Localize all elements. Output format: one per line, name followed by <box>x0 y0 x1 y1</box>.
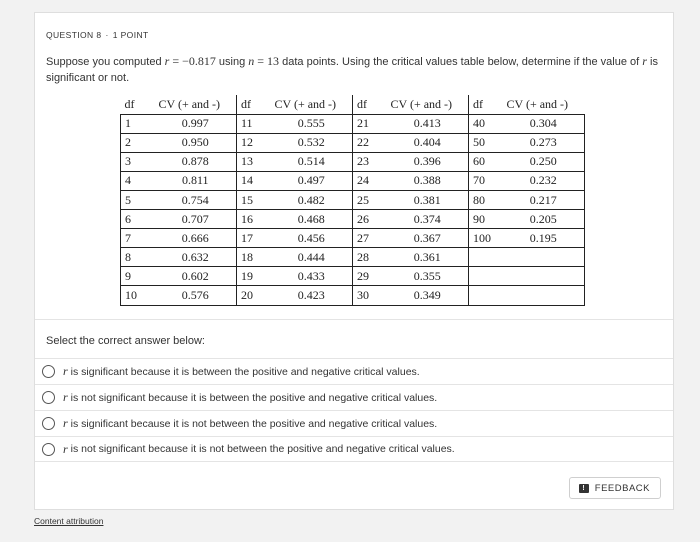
df-cell: 90 <box>469 210 503 229</box>
df-cell: 24 <box>353 171 387 190</box>
critical-value-cell: 0.404 <box>387 133 469 152</box>
critical-value-cell: 0.707 <box>155 210 237 229</box>
prompt-text: data points. Using the critical values table below, determine if the value of <box>279 56 643 68</box>
radio-button[interactable] <box>42 443 55 456</box>
table-row <box>121 210 585 229</box>
critical-value-cell: 0.195 <box>503 229 585 248</box>
prompt-var-r: r <box>642 54 647 68</box>
critical-value-cell: 0.576 <box>155 286 237 305</box>
question-number: QUESTION 8 <box>46 30 102 40</box>
critical-value-cell: 0.273 <box>503 133 585 152</box>
critical-value-cell: 0.355 <box>387 267 469 286</box>
option-var-r: r <box>63 390 68 404</box>
df-cell: 4 <box>121 171 155 190</box>
prompt-r-value: = −0.817 <box>169 54 216 68</box>
critical-value-cell: 0.349 <box>387 286 469 305</box>
df-cell: 100 <box>469 229 503 248</box>
critical-value-cell: 0.232 <box>503 171 585 190</box>
critical-value-cell: 0.250 <box>503 152 585 171</box>
df-cell: 7 <box>121 229 155 248</box>
column-header-df: df <box>469 95 503 114</box>
df-cell <box>469 267 503 286</box>
critical-value-cell: 0.497 <box>271 171 353 190</box>
table-row <box>121 152 585 171</box>
df-cell: 25 <box>353 190 387 209</box>
critical-value-cell: 0.555 <box>271 114 353 133</box>
critical-value-cell: 0.950 <box>155 133 237 152</box>
critical-value-cell: 0.423 <box>271 286 353 305</box>
df-cell: 5 <box>121 190 155 209</box>
critical-value-cell: 0.367 <box>387 229 469 248</box>
critical-value-cell: 0.433 <box>271 267 353 286</box>
df-cell: 2 <box>121 133 155 152</box>
table-row <box>121 229 585 248</box>
df-cell: 40 <box>469 114 503 133</box>
header-separator: · <box>105 30 109 40</box>
df-cell: 11 <box>237 114 271 133</box>
prompt-text: is significant or not. <box>46 56 658 84</box>
answer-option[interactable] <box>35 384 673 410</box>
critical-value-cell: 0.878 <box>155 152 237 171</box>
df-cell: 3 <box>121 152 155 171</box>
critical-value-cell: 0.205 <box>503 210 585 229</box>
df-cell: 30 <box>353 286 387 305</box>
df-cell: 16 <box>237 210 271 229</box>
df-cell: 6 <box>121 210 155 229</box>
df-cell: 14 <box>237 171 271 190</box>
prompt-text: using <box>215 56 249 68</box>
df-cell: 12 <box>237 133 271 152</box>
df-cell: 60 <box>469 152 503 171</box>
df-cell: 13 <box>237 152 271 171</box>
critical-value-cell: 0.444 <box>271 248 353 267</box>
option-text: is significant because it is between the positive and negative critical values. <box>70 365 420 378</box>
critical-value-cell: 0.602 <box>155 267 237 286</box>
critical-value-cell: 0.304 <box>503 114 585 133</box>
critical-value-cell: 0.514 <box>271 152 353 171</box>
critical-value-cell: 0.632 <box>155 248 237 267</box>
column-header-cv: CV (+ and -) <box>390 96 453 111</box>
answer-option[interactable] <box>35 410 673 436</box>
critical-value-cell: 0.388 <box>387 171 469 190</box>
table-row <box>121 286 585 305</box>
table-row <box>121 190 585 209</box>
prompt-n-value: = 13 <box>254 54 280 68</box>
critical-value-cell: 0.811 <box>155 171 237 190</box>
option-text: is not significant because it is between the positive and negative critical values. <box>70 391 438 404</box>
df-cell: 29 <box>353 267 387 286</box>
df-cell: 8 <box>121 248 155 267</box>
radio-button[interactable] <box>42 365 55 378</box>
critical-value-cell <box>503 267 585 286</box>
column-header-cv: CV (+ and -) <box>158 96 221 111</box>
df-cell: 28 <box>353 248 387 267</box>
radio-button[interactable] <box>42 391 55 404</box>
prompt-text: Suppose you computed <box>46 56 165 68</box>
question-points: 1 POINT <box>112 30 149 40</box>
radio-button[interactable] <box>42 417 55 430</box>
option-var-r: r <box>63 416 68 430</box>
critical-value-cell: 0.413 <box>387 114 469 133</box>
question-card <box>34 12 674 510</box>
answer-option[interactable] <box>35 436 673 462</box>
df-cell: 15 <box>237 190 271 209</box>
df-cell: 19 <box>237 267 271 286</box>
prompt-var-n: n <box>248 54 255 68</box>
critical-value-cell: 0.468 <box>271 210 353 229</box>
df-cell: 26 <box>353 210 387 229</box>
option-var-r: r <box>63 441 68 456</box>
answer-options <box>35 358 673 462</box>
df-cell: 50 <box>469 133 503 152</box>
answer-prompt: Select the correct answer below: <box>46 335 205 347</box>
df-cell <box>469 286 503 305</box>
df-cell: 21 <box>353 114 387 133</box>
df-cell: 9 <box>121 267 155 286</box>
option-text: is significant because it is not between the positive and negative critical values. <box>70 417 438 430</box>
critical-value-cell: 0.997 <box>155 114 237 133</box>
table-row <box>121 133 585 152</box>
column-header-cv: CV (+ and -) <box>506 96 569 111</box>
question-prompt <box>46 53 661 86</box>
section-divider <box>35 319 673 320</box>
content-attribution-link[interactable]: Content attribution <box>34 516 104 526</box>
table-row <box>121 171 585 190</box>
answer-option[interactable] <box>35 358 673 384</box>
critical-value-cell: 0.217 <box>503 190 585 209</box>
critical-values-table <box>120 95 585 306</box>
critical-value-cell: 0.396 <box>387 152 469 171</box>
table-row <box>121 267 585 286</box>
critical-value-cell: 0.374 <box>387 210 469 229</box>
column-header-df: df <box>237 95 271 114</box>
df-cell: 17 <box>237 229 271 248</box>
table-header-row <box>121 95 585 114</box>
df-cell: 80 <box>469 190 503 209</box>
df-cell: 23 <box>353 152 387 171</box>
critical-value-cell <box>503 248 585 267</box>
option-text: is not significant because it is not between the positive and negative critical values. <box>70 443 455 455</box>
column-header-df: df <box>124 96 135 111</box>
critical-value-cell: 0.532 <box>271 133 353 152</box>
critical-value-cell: 0.666 <box>155 229 237 248</box>
critical-value-cell: 0.361 <box>387 248 469 267</box>
column-header-df: df <box>353 95 387 114</box>
column-header-cv: CV (+ and -) <box>274 96 337 111</box>
df-cell: 70 <box>469 171 503 190</box>
prompt-var-r: r <box>164 54 170 68</box>
df-cell: 18 <box>237 248 271 267</box>
feedback-label: FEEDBACK <box>594 482 650 494</box>
feedback-button[interactable] <box>569 477 661 499</box>
question-header <box>46 30 149 40</box>
df-cell: 27 <box>353 229 387 248</box>
critical-value-cell: 0.381 <box>387 190 469 209</box>
df-cell: 20 <box>237 286 271 305</box>
table-row <box>121 248 585 267</box>
df-cell <box>469 248 503 267</box>
critical-value-cell: 0.754 <box>155 190 237 209</box>
critical-value-cell: 0.482 <box>271 190 353 209</box>
df-cell: 10 <box>121 286 155 305</box>
feedback-icon: ! <box>579 484 589 493</box>
critical-value-cell <box>503 286 585 305</box>
df-cell: 22 <box>353 133 387 152</box>
option-var-r: r <box>63 364 68 378</box>
df-cell: 1 <box>121 114 155 133</box>
table-row <box>121 114 585 133</box>
critical-value-cell: 0.456 <box>271 229 353 248</box>
